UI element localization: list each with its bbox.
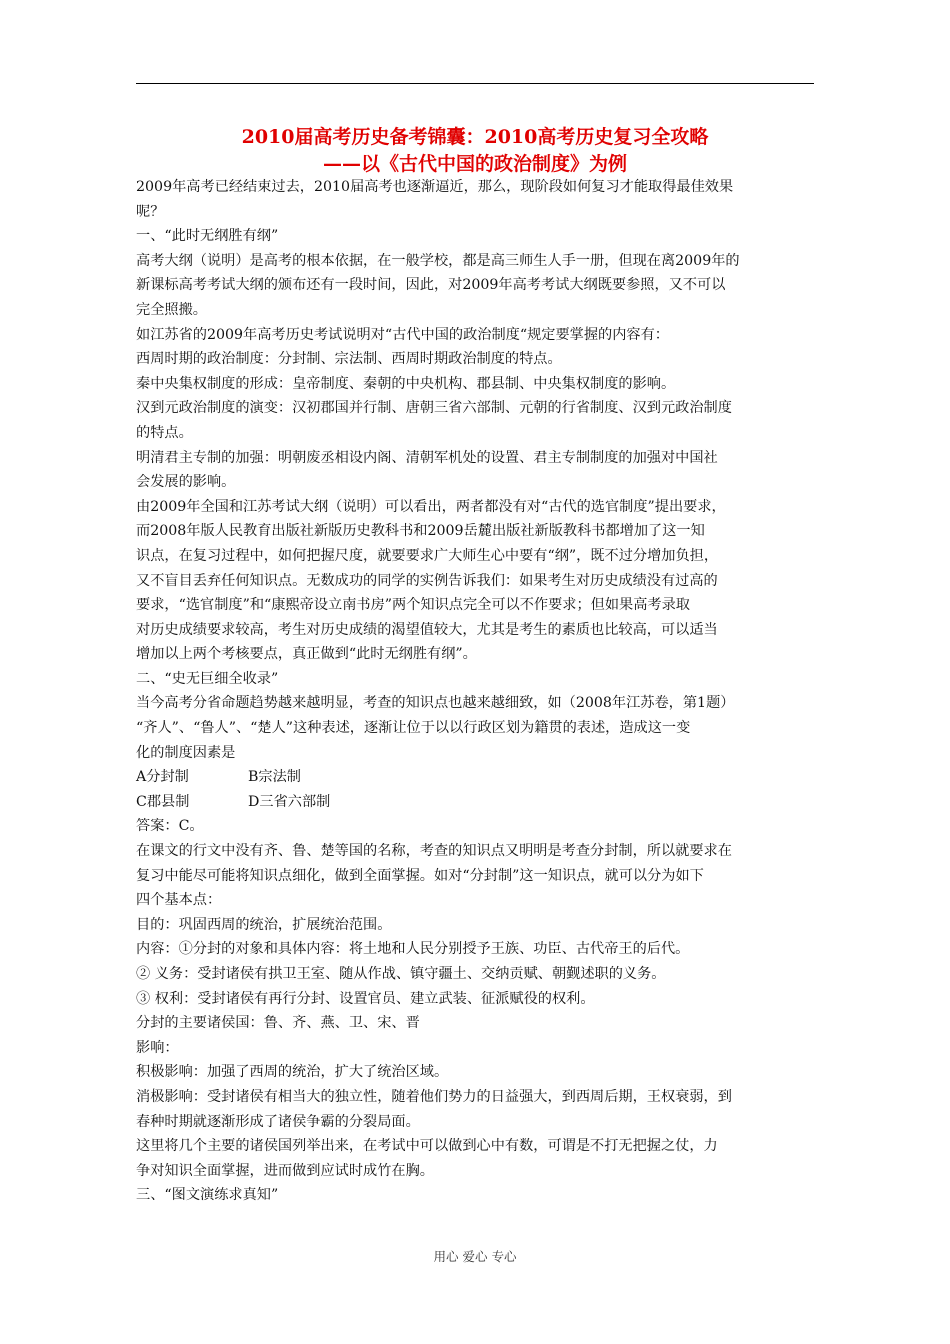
option-row [136, 765, 816, 790]
text-line: 的特点。 [136, 424, 193, 441]
answer-option: D三省六部制 [248, 793, 331, 810]
text-line: 分封的主要诸侯国：鲁、齐、燕、卫、宋、晋 [136, 1015, 420, 1032]
text-line: 又不盲目丢弃任何知识点。无数成功的同学的实例告诉我们：如果考生对历史成绩没有过高的 [136, 572, 718, 589]
text-line: 化的制度因素是 [136, 744, 236, 761]
text-line: 新课标高考考试大纲的颁布还有一段时间，因此，对2009年高考考试大纲既要参照，又不可以 [136, 277, 726, 294]
page-footer: 用心 爱心 专心 [433, 1249, 517, 1264]
text-line: 对历史成绩要求较高，考生对历史成绩的渴望值较大，尤其是考生的素质也比较高，可以适当 [136, 621, 718, 638]
text-line: 高考大纲（说明）是高考的根本依据，在一般学校，都是高三师生人手一册，但现在离2009年的 [136, 252, 740, 269]
text-line: 2009年高考已经结束过去，2010届高考也逐渐逼近，那么，现阶段如何复习才能取得最佳效果 [136, 179, 734, 195]
text-line: 如江苏省的2009年高考历史考试说明对“古代中国的政治制度“规定要掌握的内容有： [136, 326, 669, 343]
text-line: 完全照搬。 [136, 301, 207, 318]
text-line: 目的：巩固西周的统治，扩展统治范围。 [136, 916, 392, 933]
text-line: 争对知识全面掌握，进而做到应试时成竹在胸。 [136, 1162, 434, 1179]
text-line: 消极影响：受封诸侯有相当大的独立性，随着他们势力的日益强大，到西周后期，王权衰弱，到 [136, 1088, 732, 1105]
text-line: ③ 权利：受封诸侯有再行分封、设置官员、建立武装、征派赋役的权利。 [136, 990, 595, 1007]
text-line: 要求，“选官制度”和“康熙帝设立南书房”两个知识点完全可以不作要求；但如果高考录取 [136, 597, 690, 614]
text-line: 四个基本点： [136, 892, 222, 909]
document-title: 2010届高考历史备考锦囊：2010高考历史复习全攻略 [241, 126, 709, 148]
text-line: 增加以上两个考核要点，真正做到“此时无纲胜有纲”。 [136, 646, 477, 663]
option-row [136, 790, 816, 815]
text-line: 内容：①分封的对象和具体内容：将土地和人民分别授予王族、功臣、古代帝王的后代。 [136, 941, 690, 958]
text-line: 秦中央集权制度的形成：皇帝制度、秦朝的中央机构、郡县制、中央集权制度的影响。 [136, 375, 676, 392]
text-line: 西周时期的政治制度：分封制、宗法制、西周时期政治制度的特点。 [136, 351, 562, 368]
text-line: 一、“此时无纲胜有纲” [136, 228, 279, 245]
text-line: 这里将几个主要的诸侯国列举出来，在考试中可以做到心中有数，可谓是不打无把握之仗，力 [136, 1138, 718, 1155]
answer-options [136, 765, 816, 814]
text-line: 会发展的影响。 [136, 474, 236, 491]
text-line: 由2009年全国和江苏考试大纲（说明）可以看出，两者都没有对“古代的选官制度”提出要求， [136, 498, 726, 515]
text-line: 答案：C。 [136, 818, 204, 835]
text-line: “齐人”、“鲁人”、“楚人”这种表述，逐渐让位于以以行政区划为籍贯的表述，造成这一变 [136, 720, 691, 737]
answer-option: B宗法制 [248, 769, 301, 786]
text-line: 而2008年版人民教育出版社新版历史教科书和2009岳麓出版社新版教科书都增加了这一知 [136, 523, 705, 540]
answer-option: C郡县制 [136, 793, 190, 810]
document-subtitle: ——以《古代中国的政治制度》为例 [322, 153, 627, 175]
document-body [136, 175, 816, 1208]
text-line: 在课文的行文中没有齐、鲁、楚等国的名称，考查的知识点又明明是考查分封制，所以就要求在 [136, 843, 732, 860]
text-line: 呢？ [136, 203, 165, 220]
text-line: ② 义务：受封诸侯有拱卫王室、随从作战、镇守疆土、交纳贡赋、朝觐述职的义务。 [136, 966, 666, 982]
text-line: 复习中能尽可能将知识点细化，做到全面掌握。如对“分封制”这一知识点，就可以分为如下 [136, 867, 704, 884]
text-line: 汉到元政治制度的演变：汉初郡国并行制、唐朝三省六部制、元朝的行省制度、汉到元政治制度 [136, 400, 732, 417]
body-text-block [136, 814, 816, 1208]
text-line: 积极影响：加强了西周的统治，扩大了统治区域。 [136, 1064, 449, 1081]
text-line: 识点，在复习过程中，如何把握尺度，就要要求广大师生心中要有“纲”，既不过分增加负担， [136, 547, 719, 564]
header-rule [136, 83, 814, 84]
text-line: 二、“史无巨细全收录” [136, 670, 279, 687]
text-line: 影响： [136, 1039, 179, 1056]
text-line: 春种时期就逐渐形成了诸侯争霸的分裂局面。 [136, 1113, 420, 1130]
text-line: 当今高考分省命题趋势越来越明显，考查的知识点也越来越细致，如（2008年江苏卷，第1题） [136, 695, 735, 712]
text-line: 明清君主专制的加强：明朝废丞相设内阁、清朝军机处的设置、君主专制制度的加强对中国社 [136, 449, 718, 466]
body-text-block [136, 175, 816, 765]
text-line: 三、“图文演练求真知” [136, 1187, 279, 1204]
answer-option: A分封制 [136, 769, 189, 786]
